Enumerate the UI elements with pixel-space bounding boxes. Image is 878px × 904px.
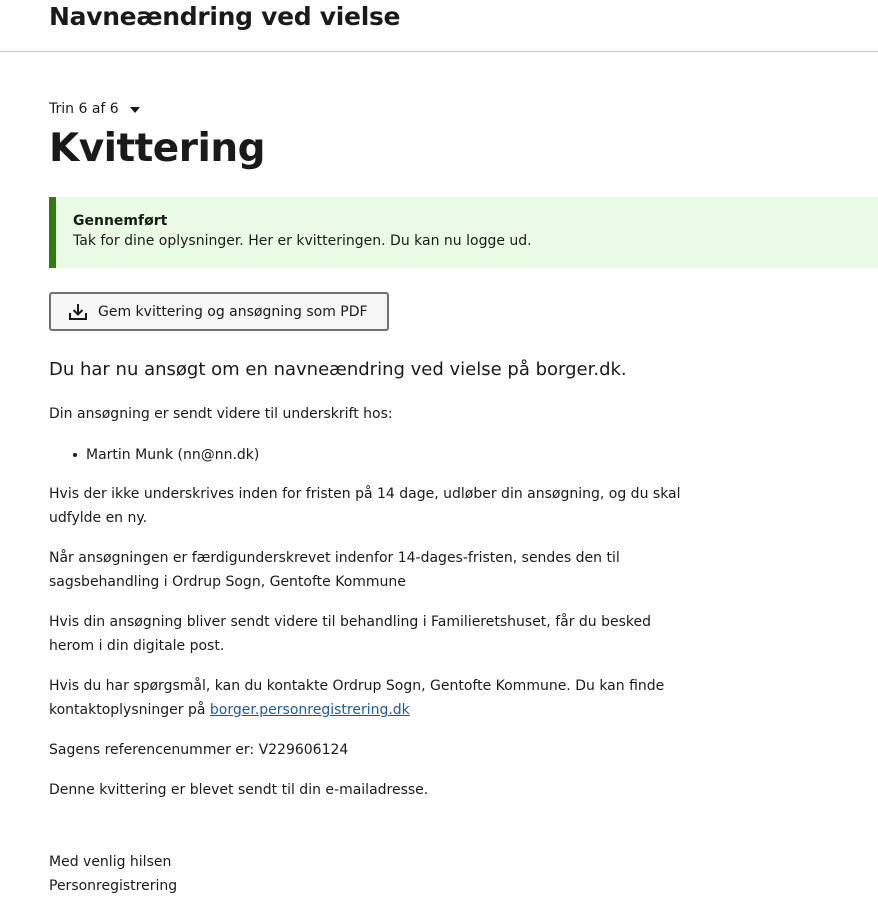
alert-heading: Gennemført bbox=[73, 213, 168, 229]
success-alert bbox=[49, 197, 878, 268]
reference-text: Sagens referencenummer er: V229606124 bbox=[49, 742, 349, 758]
email-note-text: Denne kvittering er blevet sendt til din e-mailadresse. bbox=[49, 782, 429, 798]
save-pdf-label: Gem kvittering og ansøgning som PDF bbox=[98, 303, 368, 320]
step-label: Trin 6 af 6 bbox=[49, 101, 119, 117]
sent-to-text: Din ansøgning er sendt videre til underskrift hos: bbox=[49, 406, 393, 422]
page-title: Kvittering bbox=[49, 126, 266, 171]
questions-prefix: Hvis du har spørgsmål, kan du kontakte Ordrup Sogn, Gentofte Kommune. Du kan finde kontaktoplysninger på bbox=[49, 678, 665, 718]
lead-text: Du har nu ansøgt om en navneændring ved vielse på borger.dk. bbox=[49, 359, 627, 380]
caret-down-icon bbox=[130, 107, 140, 113]
deadline-text: Hvis der ikke underskrives inden for fristen på 14 dage, udløber din ansøgning, og du skal udfylde en ny. bbox=[49, 486, 681, 526]
questions-text bbox=[49, 674, 689, 722]
closing-greeting: Med venlig hilsen bbox=[49, 854, 172, 870]
list-item: Martin Munk (nn@nn.dk) bbox=[49, 443, 259, 467]
recipient-list bbox=[49, 443, 259, 467]
header-title: Navneændring ved vielse bbox=[49, 2, 401, 31]
step-indicator[interactable] bbox=[49, 101, 140, 117]
personregistrering-link[interactable]: borger.personregistrering.dk bbox=[209, 702, 410, 718]
processing-text: Når ansøgningen er færdigunderskrevet indenfor 14-dages-fristen, sendes den til sagsbehandling i Ordrup Sogn, Gentofte Kommune bbox=[49, 550, 620, 590]
save-pdf-button[interactable] bbox=[49, 292, 389, 331]
site-header bbox=[0, 0, 878, 52]
alert-text: Tak for dine oplysninger. Her er kvitteringen. Du kan nu logge ud. bbox=[73, 233, 532, 249]
family-court-text: Hvis din ansøgning bliver sendt videre til behandling i Familieretshuset, får du besked herom i din digitale post. bbox=[49, 614, 652, 654]
closing-sender: Personregistrering bbox=[49, 878, 178, 894]
download-icon bbox=[67, 302, 89, 322]
